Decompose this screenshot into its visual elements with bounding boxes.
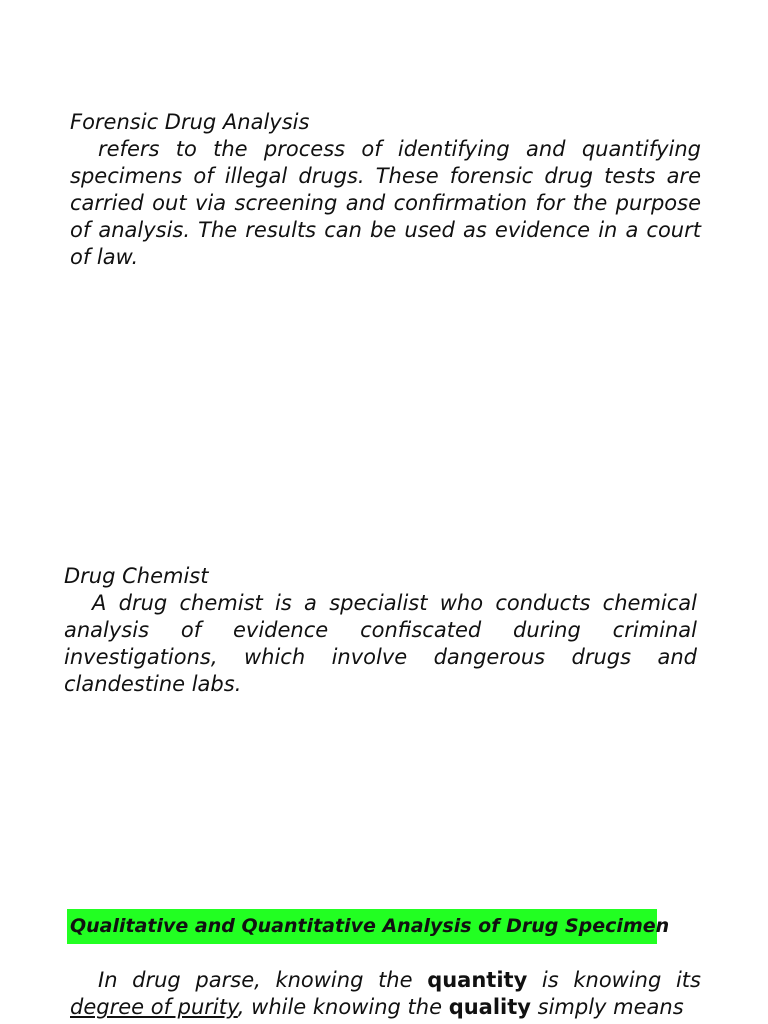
banner-title: Qualitative and Quantitative Analysis of Drug Specimen <box>70 915 670 937</box>
emphasis-quantity: quantity <box>427 968 528 992</box>
body-text: simply means <box>530 995 684 1019</box>
section-heading: Drug Chemist <box>64 564 209 588</box>
section-body <box>70 967 701 1021</box>
section-body: refers to the process of identifying and quantifying specimens of illegal drugs. These forensic drug tests are carried out via screening and confirmation for the purpose of analysis. The results can be used as evidence in a court of law. <box>70 137 701 269</box>
section-qualitative-quantitative <box>70 967 701 1021</box>
body-text: , while knowing the <box>237 995 449 1019</box>
section-forensic-drug-analysis <box>70 109 701 271</box>
body-text: is knowing its <box>527 968 701 992</box>
section-drug-chemist <box>64 563 697 698</box>
emphasis-quality: quality <box>448 995 531 1019</box>
section-heading: Forensic Drug Analysis <box>70 110 310 134</box>
section-body: A drug chemist is a specialist who conducts chemical analysis of evidence confiscated during criminal investigations, which involve dangerous drugs and clandestine labs. <box>64 591 697 696</box>
highlighted-section-banner <box>67 909 670 944</box>
body-text: In drug parse, knowing the <box>98 968 428 992</box>
emphasis-degree-of-purity: degree of purity <box>70 995 238 1019</box>
